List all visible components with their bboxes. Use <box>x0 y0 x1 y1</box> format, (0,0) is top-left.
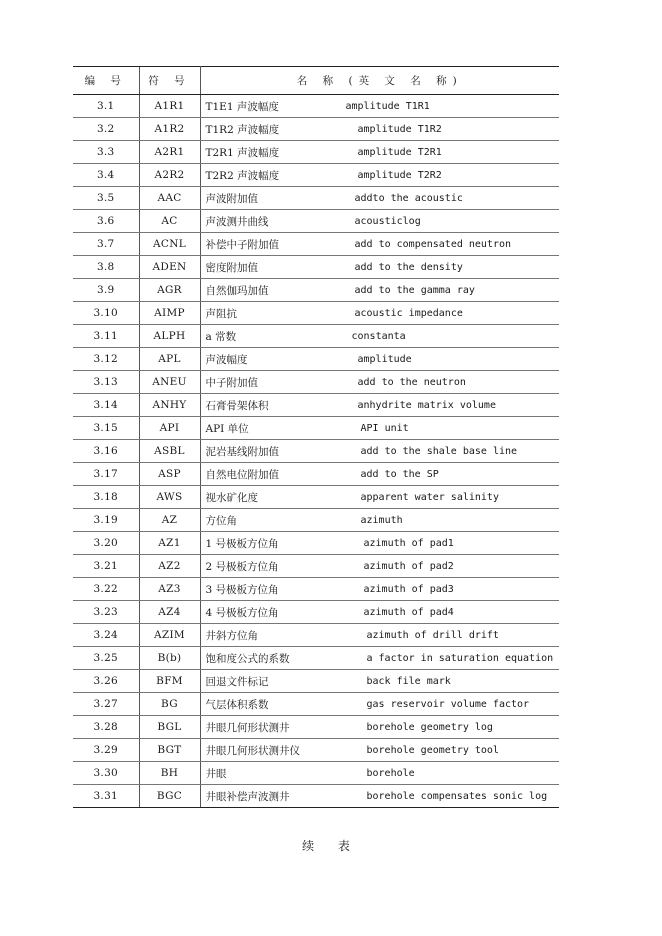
term-name-english: azimuth of pad2 <box>363 560 454 572</box>
term-name-english: add to compensated neutron <box>354 238 512 250</box>
term-name-english: azimuth of pad4 <box>363 606 454 618</box>
term-number: 3.26 <box>73 670 139 693</box>
term-symbol: ANHY <box>139 394 200 417</box>
term-name-english: borehole geometry log <box>366 721 493 733</box>
term-name <box>200 118 559 141</box>
term-number: 3.13 <box>73 371 139 394</box>
term-symbol: A2R2 <box>139 164 200 187</box>
term-number: 3.21 <box>73 555 139 578</box>
term-name-english: azimuth of drill drift <box>366 629 499 641</box>
term-name <box>200 739 559 762</box>
term-name-english: anhydrite matrix volume <box>357 399 496 411</box>
table-row <box>73 440 559 463</box>
terms-table <box>73 66 559 808</box>
table-row <box>73 624 559 647</box>
term-number: 3.19 <box>73 509 139 532</box>
term-name-chinese: 泥岩基线附加值 <box>205 445 279 458</box>
term-name-english: constanta <box>351 330 406 342</box>
table-row <box>73 164 559 187</box>
term-name-chinese: 2 号极板方位角 <box>205 560 279 573</box>
table-row <box>73 348 559 371</box>
term-number: 3.24 <box>73 624 139 647</box>
table-row <box>73 463 559 486</box>
term-symbol: ALPH <box>139 325 200 348</box>
term-name-english: acousticlog <box>354 215 421 227</box>
table-row <box>73 578 559 601</box>
term-name <box>200 463 559 486</box>
term-name-chinese: 中子附加值 <box>205 376 258 389</box>
term-name-english: amplitude T2R2 <box>357 169 442 181</box>
term-name-english: amplitude <box>357 353 412 365</box>
term-number: 3.10 <box>73 302 139 325</box>
term-number: 3.11 <box>73 325 139 348</box>
term-name <box>200 578 559 601</box>
header-symbol: 符 号 <box>139 67 200 95</box>
term-name-chinese: API 单位 <box>205 422 249 435</box>
term-symbol: AGR <box>139 279 200 302</box>
term-name <box>200 164 559 187</box>
term-name-chinese: 井眼几何形状测井仪 <box>205 744 300 757</box>
term-name <box>200 95 559 118</box>
term-number: 3.2 <box>73 118 139 141</box>
term-number: 3.12 <box>73 348 139 371</box>
table-row <box>73 302 559 325</box>
term-name-english: borehole geometry tool <box>366 744 499 756</box>
term-name <box>200 256 559 279</box>
term-symbol: ACNL <box>139 233 200 256</box>
term-name-english: apparent water salinity <box>360 491 499 503</box>
table-row <box>73 279 559 302</box>
term-name-english: add to the shale base line <box>360 445 518 457</box>
term-name-chinese: 气层体积系数 <box>205 698 269 711</box>
term-name-chinese: 方位角 <box>205 514 237 527</box>
term-symbol: A1R1 <box>139 95 200 118</box>
term-name-english: add to the gamma ray <box>354 284 475 296</box>
term-name-chinese: 井眼几何形状测井 <box>205 721 290 734</box>
term-name-chinese: 石膏骨架体积 <box>205 399 269 412</box>
term-name-chinese: T2R1 声波幅度 <box>205 146 280 159</box>
term-symbol: BH <box>139 762 200 785</box>
term-symbol: A2R1 <box>139 141 200 164</box>
term-number: 3.9 <box>73 279 139 302</box>
term-name <box>200 624 559 647</box>
term-symbol: B(b) <box>139 647 200 670</box>
term-number: 3.16 <box>73 440 139 463</box>
term-name-chinese: 视水矿化度 <box>205 491 258 504</box>
term-name-chinese: 声波幅度 <box>205 353 248 366</box>
term-name <box>200 716 559 739</box>
term-number: 3.25 <box>73 647 139 670</box>
term-name <box>200 279 559 302</box>
term-name <box>200 440 559 463</box>
term-symbol: AIMP <box>139 302 200 325</box>
term-name-english: amplitude T2R1 <box>357 146 442 158</box>
term-name-chinese: 声波附加值 <box>205 192 258 205</box>
term-name <box>200 348 559 371</box>
table-row <box>73 256 559 279</box>
term-number: 3.4 <box>73 164 139 187</box>
term-name-chinese: 井眼 <box>205 767 227 780</box>
term-name-english: API unit <box>360 422 409 434</box>
term-name-english: gas reservoir volume factor <box>366 698 530 710</box>
term-name-english: borehole compensates sonic log <box>366 790 548 802</box>
term-name-chinese: 1 号极板方位角 <box>205 537 279 550</box>
term-name <box>200 509 559 532</box>
term-name-chinese: T1R2 声波幅度 <box>205 123 280 136</box>
term-number: 3.27 <box>73 693 139 716</box>
term-name-chinese: a 常数 <box>205 330 237 343</box>
term-symbol: API <box>139 417 200 440</box>
table-row <box>73 785 559 808</box>
term-symbol: AZ3 <box>139 578 200 601</box>
term-name <box>200 210 559 233</box>
term-number: 3.14 <box>73 394 139 417</box>
term-name-chinese: 井斜方位角 <box>205 629 258 642</box>
term-symbol: AAC <box>139 187 200 210</box>
term-number: 3.29 <box>73 739 139 762</box>
table-row <box>73 95 559 118</box>
table-row <box>73 762 559 785</box>
table-header-row <box>73 67 559 95</box>
term-name <box>200 141 559 164</box>
term-name-english: azimuth <box>360 514 403 526</box>
term-name <box>200 647 559 670</box>
term-name-chinese: 4 号极板方位角 <box>205 606 279 619</box>
term-symbol: AZIM <box>139 624 200 647</box>
term-name-english: azimuth of pad3 <box>363 583 454 595</box>
term-name-english: a factor in saturation equation <box>366 652 554 664</box>
term-symbol: ADEN <box>139 256 200 279</box>
table-row <box>73 509 559 532</box>
term-symbol: BGL <box>139 716 200 739</box>
term-name <box>200 187 559 210</box>
term-name-chinese: 自然伽玛加值 <box>205 284 269 297</box>
term-number: 3.17 <box>73 463 139 486</box>
table-row <box>73 325 559 348</box>
term-name-english: azimuth of pad1 <box>363 537 454 549</box>
term-symbol: AZ <box>139 509 200 532</box>
table-row <box>73 118 559 141</box>
header-name: 名 称 (英 文 名 称) <box>200 67 559 95</box>
term-name <box>200 601 559 624</box>
term-number: 3.3 <box>73 141 139 164</box>
term-name-chinese: 补偿中子附加值 <box>205 238 279 251</box>
term-name-english: add to the SP <box>360 468 439 480</box>
term-name <box>200 302 559 325</box>
term-symbol: AZ1 <box>139 532 200 555</box>
term-name <box>200 325 559 348</box>
term-number: 3.22 <box>73 578 139 601</box>
header-number: 编 号 <box>73 67 139 95</box>
table-row <box>73 486 559 509</box>
term-number: 3.20 <box>73 532 139 555</box>
term-number: 3.28 <box>73 716 139 739</box>
table-row <box>73 601 559 624</box>
term-name-english: add to the neutron <box>357 376 466 388</box>
term-number: 3.30 <box>73 762 139 785</box>
table-row <box>73 141 559 164</box>
table-row <box>73 647 559 670</box>
term-name <box>200 785 559 808</box>
term-number: 3.6 <box>73 210 139 233</box>
term-name-chinese: 声波测井曲线 <box>205 215 269 228</box>
term-name-chinese: 自然电位附加值 <box>205 468 279 481</box>
table-row <box>73 394 559 417</box>
term-name-chinese: 井眼补偿声波测井 <box>205 790 290 803</box>
term-name-chinese: T2R2 声波幅度 <box>205 169 280 182</box>
table-row <box>73 555 559 578</box>
term-name-chinese: 声阻抗 <box>205 307 237 320</box>
term-name <box>200 394 559 417</box>
term-symbol: ANEU <box>139 371 200 394</box>
table-body <box>73 95 559 808</box>
term-name-english: amplitude T1R1 <box>345 100 430 112</box>
table-row <box>73 233 559 256</box>
term-symbol: BFM <box>139 670 200 693</box>
term-symbol: ASBL <box>139 440 200 463</box>
term-symbol: AZ4 <box>139 601 200 624</box>
term-number: 3.7 <box>73 233 139 256</box>
term-name <box>200 555 559 578</box>
term-name-english: add to the density <box>354 261 463 273</box>
term-number: 3.8 <box>73 256 139 279</box>
table-row <box>73 187 559 210</box>
term-name-chinese: T1E1 声波幅度 <box>205 100 279 113</box>
term-name-english: amplitude T1R2 <box>357 123 442 135</box>
term-name-chinese: 3 号极板方位角 <box>205 583 279 596</box>
term-name <box>200 670 559 693</box>
term-name <box>200 417 559 440</box>
table-row <box>73 532 559 555</box>
term-symbol: AWS <box>139 486 200 509</box>
table-row <box>73 417 559 440</box>
term-number: 3.18 <box>73 486 139 509</box>
term-name <box>200 233 559 256</box>
term-name <box>200 693 559 716</box>
term-number: 3.23 <box>73 601 139 624</box>
term-symbol: AC <box>139 210 200 233</box>
table-row <box>73 693 559 716</box>
continued-label: 续 表 <box>302 839 360 853</box>
term-number: 3.5 <box>73 187 139 210</box>
term-name-chinese: 密度附加值 <box>205 261 258 274</box>
term-name <box>200 762 559 785</box>
term-name-english: back file mark <box>366 675 451 687</box>
term-name-chinese: 饱和度公式的系数 <box>205 652 290 665</box>
term-symbol: AZ2 <box>139 555 200 578</box>
term-symbol: A1R2 <box>139 118 200 141</box>
term-number: 3.15 <box>73 417 139 440</box>
table-row <box>73 371 559 394</box>
term-number: 3.31 <box>73 785 139 808</box>
term-symbol: BGC <box>139 785 200 808</box>
term-name-chinese: 回退文件标记 <box>205 675 269 688</box>
term-symbol: BGT <box>139 739 200 762</box>
term-name-english: addto the acoustic <box>354 192 463 204</box>
term-symbol: ASP <box>139 463 200 486</box>
term-symbol: APL <box>139 348 200 371</box>
term-name <box>200 532 559 555</box>
term-name-english: borehole <box>366 767 415 779</box>
table-row <box>73 210 559 233</box>
term-name <box>200 486 559 509</box>
table-row <box>73 670 559 693</box>
term-name <box>200 371 559 394</box>
term-symbol: BG <box>139 693 200 716</box>
term-name-english: acoustic impedance <box>354 307 463 319</box>
term-number: 3.1 <box>73 95 139 118</box>
table-row <box>73 716 559 739</box>
table-row <box>73 739 559 762</box>
